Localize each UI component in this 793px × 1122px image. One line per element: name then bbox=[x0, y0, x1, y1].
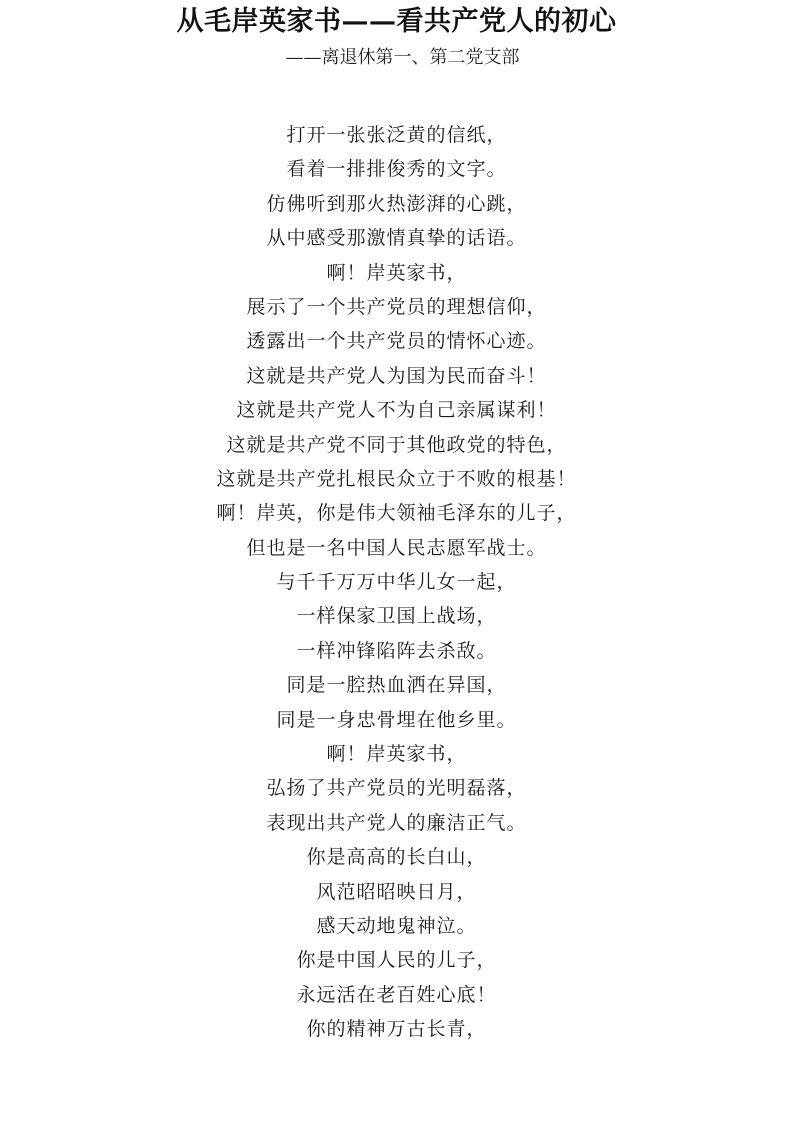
poem-line: 啊！岸英家书， bbox=[326, 261, 467, 284]
poem-line: 打开一张张泛黄的信纸， bbox=[286, 124, 507, 146]
poem-line: 从中感受那激情真挚的话语。 bbox=[266, 227, 527, 250]
document-title: 从毛岸英家书——看共产党人的初心 bbox=[176, 6, 617, 37]
poem-line: 弘扬了共产党员的光明磊落， bbox=[266, 777, 527, 800]
poem-line: 这就是共产党扎根民众立于不败的根基！ bbox=[216, 467, 577, 490]
poem-line: 风范昭昭映日月， bbox=[316, 880, 477, 903]
poem-line: 透露出一个共产党员的情怀心迹。 bbox=[246, 330, 547, 353]
poem-line: 一样保家卫国上战场， bbox=[296, 605, 497, 628]
poem-body bbox=[0, 118, 793, 1047]
document-subtitle: ——离退休第一、第二党支部 bbox=[285, 47, 520, 68]
poem-line: 你的精神万古长青， bbox=[306, 1018, 487, 1041]
poem-line: 永远活在老百姓心底！ bbox=[296, 983, 497, 1006]
poem-line: 啊！岸英家书， bbox=[326, 743, 467, 766]
poem-line: 表现出共产党人的廉洁正气。 bbox=[266, 811, 527, 834]
poem-line: 与千千万万中华儿女一起， bbox=[276, 571, 517, 594]
poem-line: 这就是共产党人为国为民而奋斗！ bbox=[246, 364, 547, 387]
poem-line: 你是高高的长白山， bbox=[306, 846, 487, 869]
poem-line: 看着一排排俊秀的文字。 bbox=[286, 158, 507, 181]
poem-line: 同是一腔热血洒在异国， bbox=[286, 674, 507, 697]
poem-line: 但也是一名中国人民志愿军战士。 bbox=[246, 536, 547, 559]
poem-line: 这就是共产党人不为自己亲属谋利！ bbox=[236, 399, 557, 422]
poem-line: 一样冲锋陷阵去杀敌。 bbox=[296, 639, 497, 662]
poem-line: 展示了一个共产党员的理想信仰， bbox=[246, 295, 547, 318]
poem-line: 仿佛听到那火热澎湃的心跳， bbox=[266, 192, 527, 215]
poem-line: 啊！岸英，你是伟大领袖毛泽东的儿子， bbox=[216, 502, 577, 525]
poem-line: 感天动地鬼神泣。 bbox=[316, 914, 477, 937]
poem-line: 这就是共产党不同于其他政党的特色， bbox=[226, 433, 567, 456]
poem-line: 同是一身忠骨埋在他乡里。 bbox=[276, 708, 517, 731]
poem-line: 你是中国人民的儿子， bbox=[296, 949, 497, 972]
